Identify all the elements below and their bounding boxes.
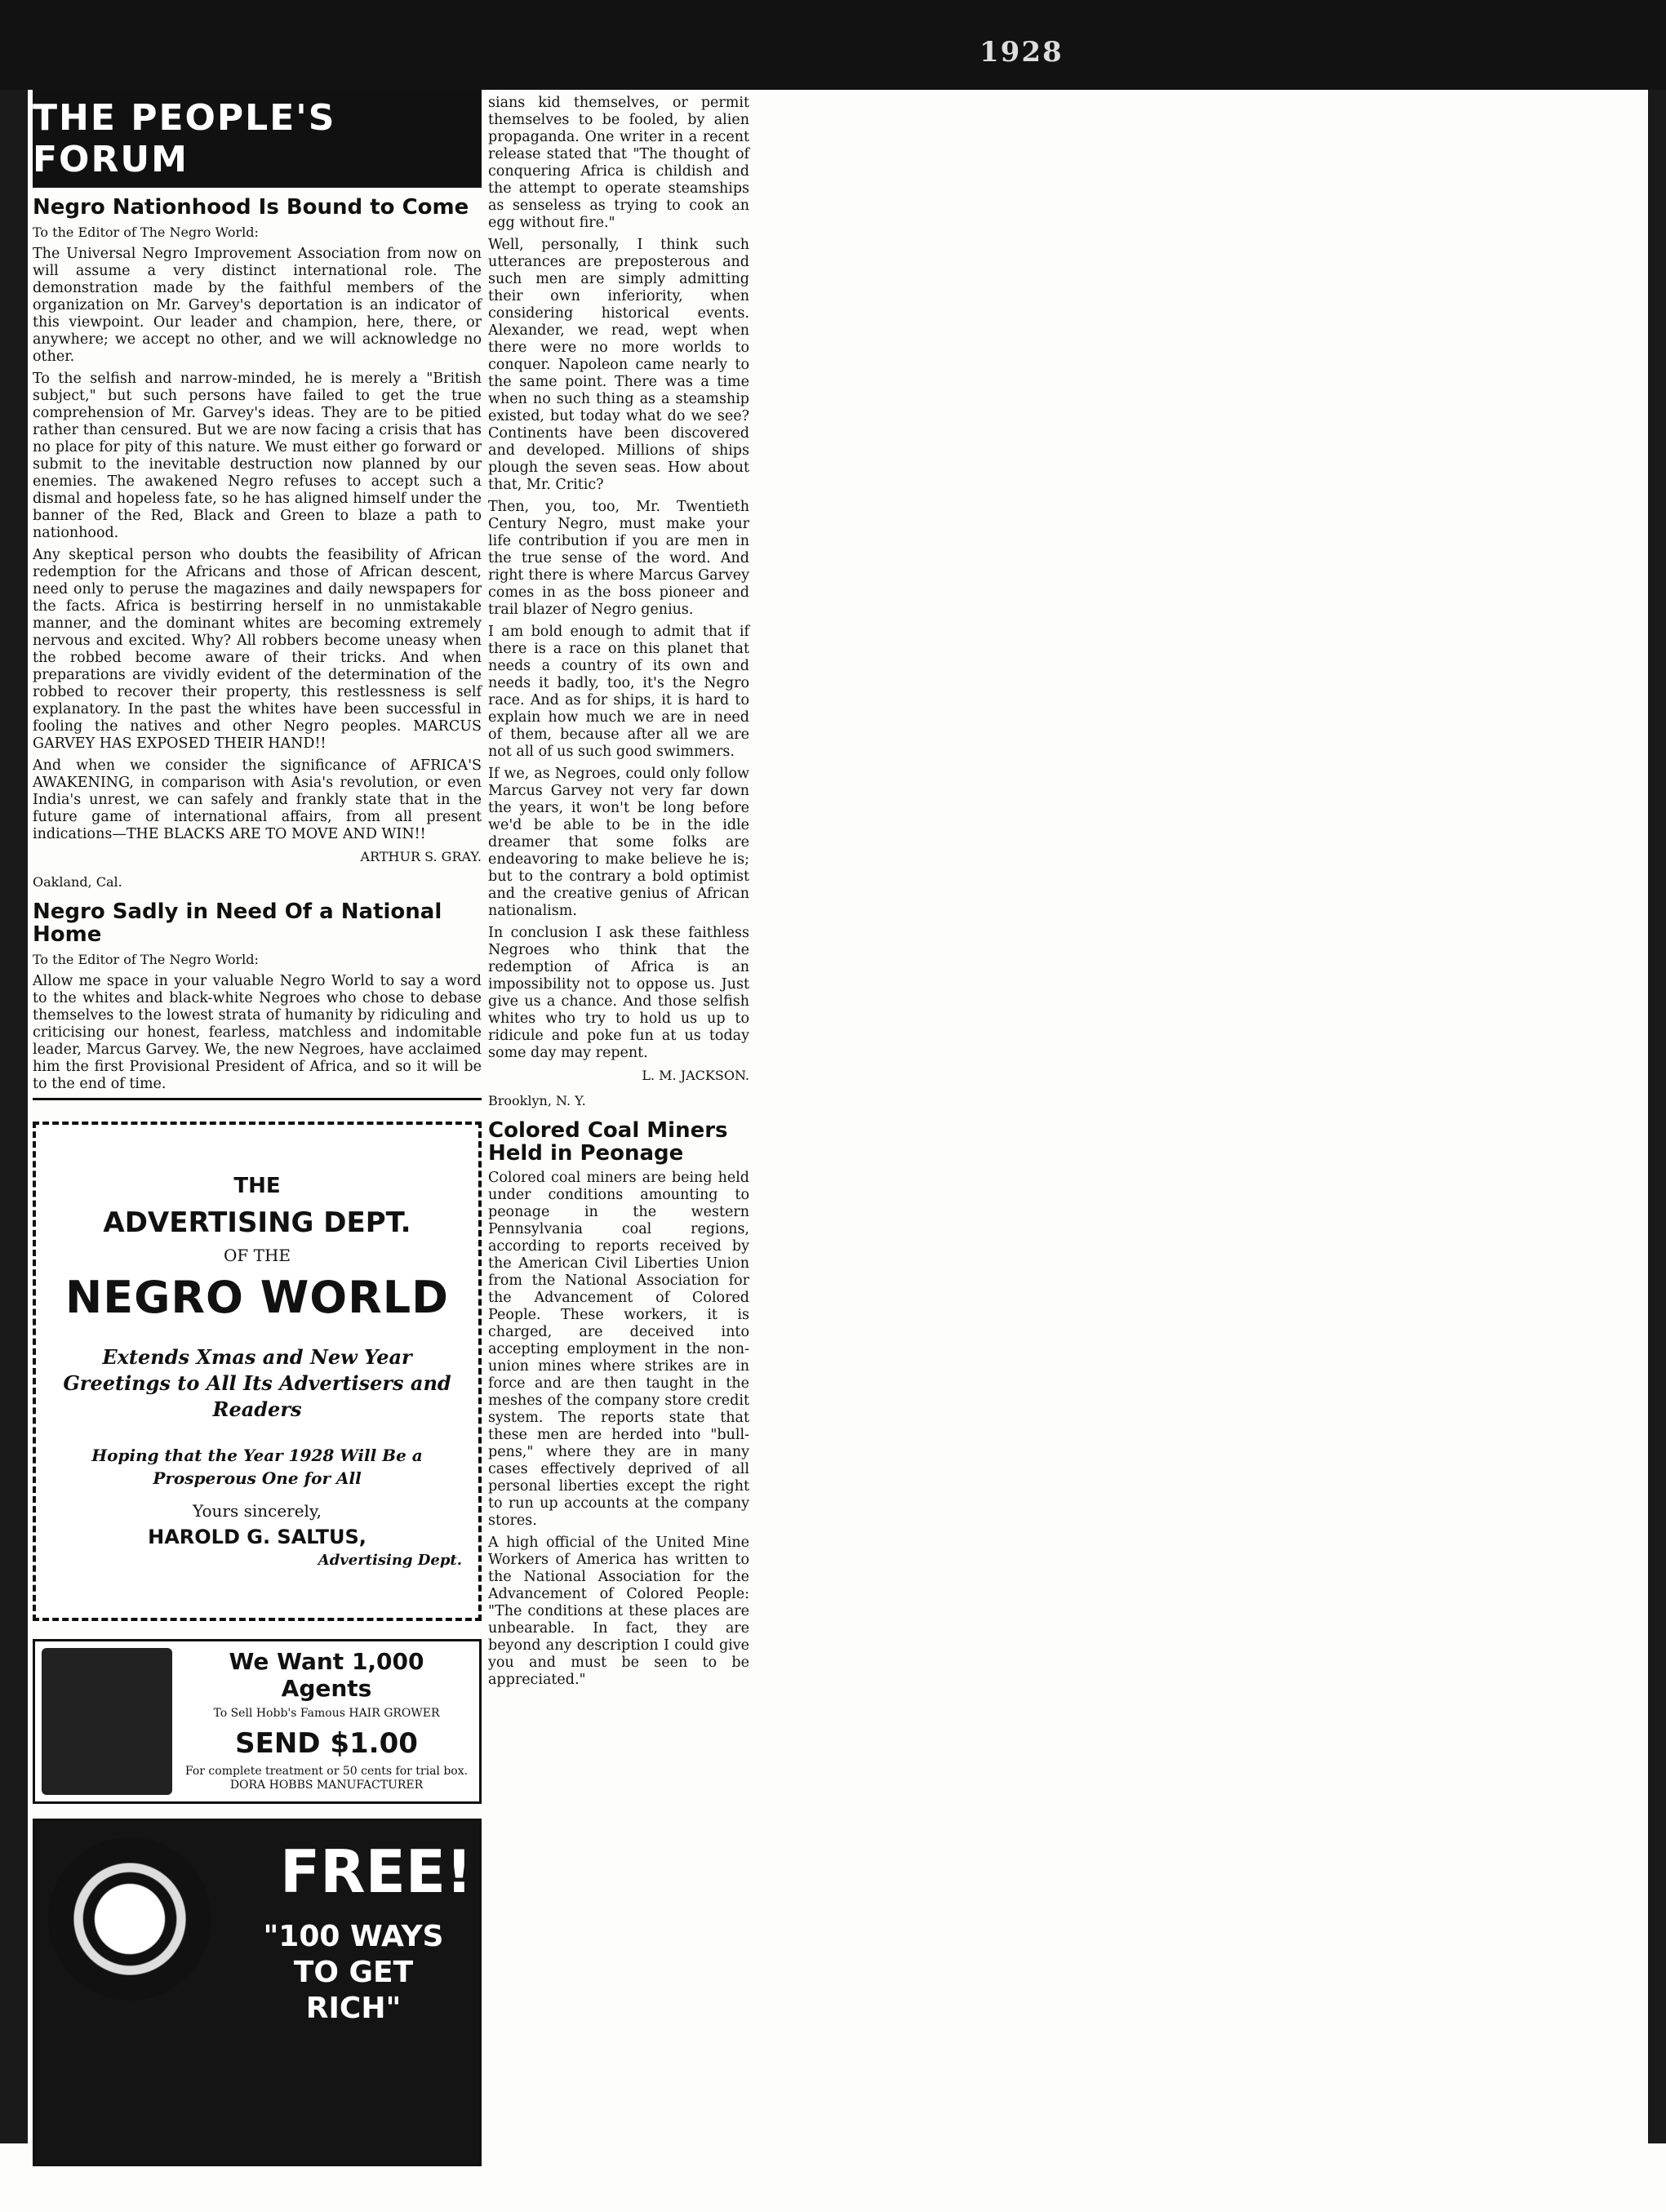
date-fragment: 1928 <box>980 36 1064 69</box>
signature: ARTHUR S. GRAY. <box>360 849 482 864</box>
scan-right-edge <box>1648 90 1666 2143</box>
article-paragraph: And when we consider the significance of AFRICA'S AWAKENING, in comparison with Asia's revolution, or even India's unrest, we can safely and frankly state that in the future game of international affairs, from all present indications—THE BLACKS ARE TO MOVE AND WIN!! <box>33 757 482 842</box>
article-paragraph: The Universal Negro Improvement Association from now on will assume a very distinct international role. The demonstration made by the faithful members of the organization on Mr. Garvey's deportation is an indicator of this viewpoint. Our leader and champion, here, there, or anywhere; we accept no other, and we will acknowledge no other. <box>33 246 482 365</box>
article-title: Negro Nationhood Is Bound to Come <box>33 195 469 220</box>
article-paragraph: If we, as Negroes, could only follow Marcus Garvey not very far down the years, it won't be long before we'd be able to be in the idle dreamer that some folks are endeavoring to make believe he is; but to the contrary a bold optimist and the creative genius of African nationalism. <box>488 766 749 919</box>
salutation: To the Editor of The Negro World: <box>33 952 259 967</box>
article-paragraph: A high official of the United Mine Workers of America has written to the National Association for the Advancement of Colored People: "The conditions at these places are unbearable. In fact, they are beyond any description I could give you and must be seen to be appreciated." <box>488 1535 749 1688</box>
article-paragraph: Well, personally, I think such utterances are preposterous and such men are simply admitting their own inferiority, when considering historical events. Alexander, we read, wept when there were no more worlds to conquer. Napoleon came nearly to the same point. There was a time when no such thing as a steamship existed, but today what do we see? Continents have been discovered and developed. Millions of ships plough the seven seas. How about that, Mr. Critic? <box>488 237 749 493</box>
signature: L. M. JACKSON. <box>642 1068 749 1083</box>
divider <box>33 1098 482 1100</box>
article-paragraph: Colored coal miners are being held under conditions amounting to peonage in the western Pennsylvania coal regions, according to reports received by the American Civil Liberties Union from the National Association for the Advancement of Colored People. These workers, it is charged, are deceived into accepting employment in the non-union mines where strikes are in force and are then taught in the meshes of the company store credit system. The reports state that these men are herded into "bull-pens," where they are in many cases effectively deprived of all personal liberties except the right to run up accounts at the company stores. <box>488 1170 749 1529</box>
notice-line1: ADVERTISING DEPT. <box>103 1206 411 1239</box>
sunburst-icon <box>48 1837 211 2001</box>
salutation: To the Editor of The Negro World: <box>33 224 259 240</box>
column-crime-and-ads <box>519 90 764 2143</box>
column-1 <box>33 90 482 2143</box>
ad-photo <box>42 1648 172 1795</box>
hair-grower-ad <box>33 1639 482 1804</box>
peoples-forum-masthead: THE PEOPLE'S FORUM <box>33 90 482 188</box>
ad-subtitle: "100 WAYS TO GET RICH" <box>263 1920 444 2025</box>
location: Oakland, Cal. <box>33 874 122 890</box>
article-paragraph: To the selfish and narrow-minded, he is merely a "British subject," but such persons have failed to get the true comprehension of Mr. Garvey's ideas. They are to be pitied rather than censured. But we are now facing a crisis that has no place for pity of this nature. We must either go forward or submit to the inevitable destruction now planned by our enemies. The awakened Negro refuses to accept such a dismal and hopeless fate, so he has aligned himself under the banner of the Red, Black and Green to blaze a path to nationhood. <box>33 371 482 541</box>
advertising-dept-notice <box>33 1122 482 1621</box>
article-paragraph: In conclusion I ask these faithless Negroes who think that the redemption of Africa is an impossibility not to oppose us. Just give us a chance. And those selfish whites who try to hold us up to ridicule and poke fun at us today some day may repent. <box>488 925 749 1061</box>
article-paragraph: Then, you, too, Mr. Twentieth Century Negro, must make your life contribution if you are men in the true sense of the word. And right there is where Marcus Garvey comes in as the boss pioneer and trail blazer of Negro genius. <box>488 499 749 618</box>
free-booklet-ad <box>33 1819 482 2166</box>
article-paragraph: sians kid themselves, or permit themselves to be fooled, by alien propaganda. One writer in a recent release stated that "The thought of conquering Africa is childish and the attempt to operate steamships as senseless as trying to cook an egg without fire." <box>488 95 749 231</box>
article-paragraph: Allow me space in your valuable Negro World to say a word to the whites and black-white Negroes who chose to debase themselves to the lowest strata of humanity by ridiculing and criticising our honest, fearless, matchless and indomitable leader, Marcus Garvey. We, the new Negroes, have acclaimed him the first Provisional President of Africa, and so it will be to the end of time. <box>33 973 482 1092</box>
notice-role: Advertising Dept. <box>318 1552 462 1569</box>
location: Brooklyn, N. Y. <box>488 1093 586 1108</box>
notice-of-the: OF THE <box>223 1246 291 1265</box>
article-paragraph: Any skeptical person who doubts the feasibility of African redemption for the Africans and those of African descent, need only to peruse the magazines and daily newspapers for the facts. Africa is bestirring herself in no unmistakable manner, and the dominant whites are becoming extremely nervous and excited. Why? All robbers become uneasy when the robbed become aware of their tricks. And when preparations are vividly evident of the determination of the robbed to recover their property, this restlessness is self explanatory. In the past the whites have been successful in fooling the natives and other Negro peoples. MARCUS GARVEY HAS EXPOSED THEIR HAND!! <box>33 547 482 752</box>
article-title: Colored Coal Miners Held in Peonage <box>488 1118 728 1166</box>
ad-line: For complete treatment or 50 cents for trial box. DORA HOBBS MANUFACTURER <box>184 1765 469 1792</box>
notice-greeting: Extends Xmas and New Year Greetings to All Its Advertisers and Readers <box>63 1345 451 1421</box>
notice-line2: NEGRO WORLD <box>65 1272 449 1323</box>
ad-title: We Want 1,000 Agents <box>229 1648 424 1702</box>
notice-name: HAROLD G. SALTUS, <box>148 1526 367 1548</box>
article-paragraph: I am bold enough to admit that if there is a race on this planet that needs a country of its own and needs it badly, too, it's the Negro race. And as for ships, it is hard to explain how much we are in need of them, because after all we are not all of us such good swimmers. <box>488 624 749 760</box>
notice-the: THE <box>233 1174 281 1198</box>
article-title: Negro Sadly in Need Of a National Home <box>33 899 442 947</box>
ad-title: FREE! <box>280 1837 473 1906</box>
ad-send: SEND $1.00 <box>235 1727 418 1760</box>
notice-yours: Yours sincerely, <box>193 1501 322 1521</box>
scan-left-edge <box>0 90 28 2143</box>
ad-line: To Sell Hobb's Famous HAIR GROWER <box>213 1707 440 1720</box>
scan-top-edge <box>0 0 1666 90</box>
notice-hope: Hoping that the Year 1928 Will Be a Prosperous One for All <box>91 1446 423 1488</box>
